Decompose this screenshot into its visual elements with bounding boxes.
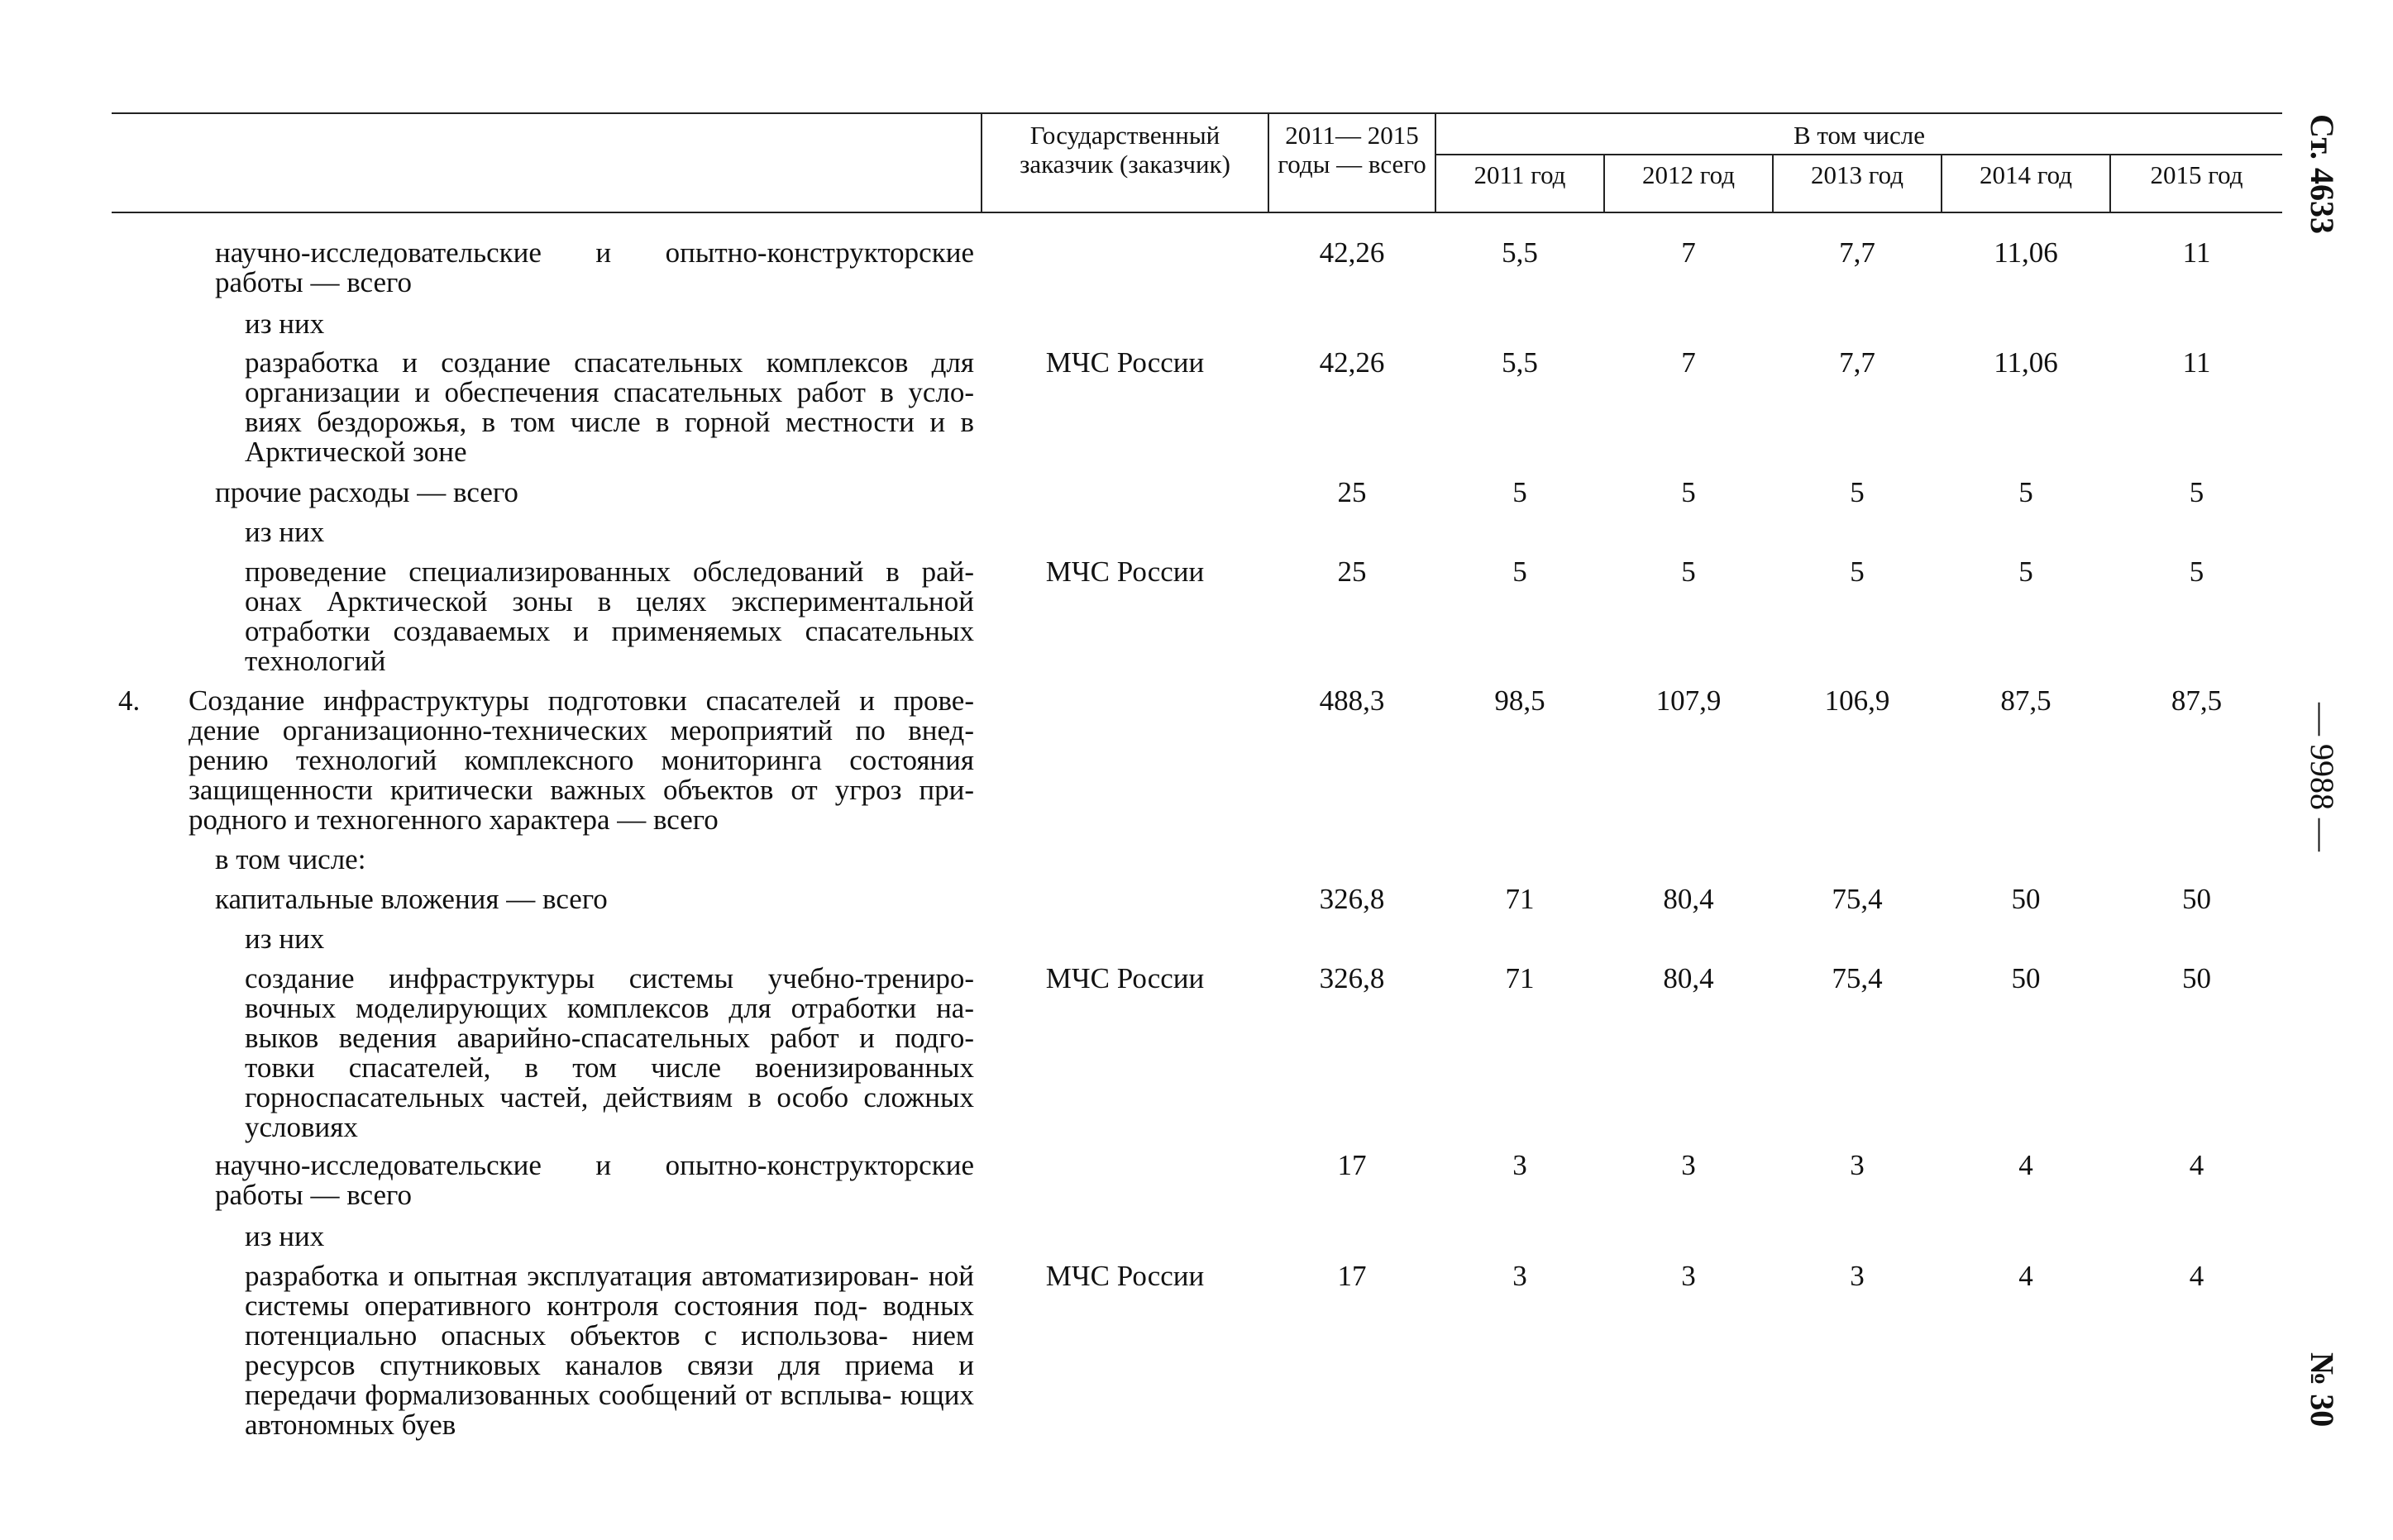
row-number: 4. <box>118 684 141 717</box>
row-total: 42,26 <box>1319 236 1385 269</box>
row-description: капитальные вложения — всего <box>215 883 608 915</box>
row-2012: 5 <box>1681 555 1696 588</box>
header-year-2013: 2013 год <box>1810 160 1904 189</box>
row-2012: 80,4 <box>1663 883 1714 915</box>
row-2013: 5 <box>1850 476 1865 508</box>
row-2013: 75,4 <box>1832 962 1883 994</box>
row-2011: 3 <box>1512 1149 1527 1181</box>
row-total: 326,8 <box>1319 962 1385 994</box>
header-customer: Государственный заказчик (заказчик) <box>1020 121 1230 179</box>
row-2014: 4 <box>2018 1260 2033 1292</box>
row-description: в том числе: <box>215 843 366 875</box>
row-2013: 5 <box>1850 555 1865 588</box>
row-customer: МЧС России <box>1045 346 1205 379</box>
subheader-rule <box>1436 154 2282 155</box>
row-description: создание инфраструктуры системы учебно-трениро- вочных моделирующих комплексов для отработки на- выков ведения аварийно-спасательных работ и подго- товки спасателей, в том числе военизированных горноспасательных частей, действиям в особо сложных условиях <box>245 962 974 1143</box>
header-year-2015: 2015 год <box>2150 160 2243 189</box>
row-2011: 5 <box>1512 476 1527 508</box>
row-2012: 7 <box>1681 346 1696 379</box>
row-2013: 7,7 <box>1839 346 1875 379</box>
row-2014: 4 <box>2018 1149 2033 1181</box>
row-2011: 5 <box>1512 555 1527 588</box>
row-2012: 107,9 <box>1655 684 1722 717</box>
row-2012: 3 <box>1681 1260 1696 1292</box>
row-2015: 4 <box>2189 1260 2204 1292</box>
page-number: — 9988 — <box>2304 703 2341 851</box>
row-2015: 50 <box>2182 962 2211 994</box>
row-2014: 11,06 <box>1994 346 2058 379</box>
header-bottom-rule <box>112 212 2282 213</box>
header-year-2011: 2011 год <box>1474 160 1566 189</box>
row-description: из них <box>245 923 325 955</box>
row-description: Создание инфраструктуры подготовки спасателей и прове- дение организационно-технических мероприятий по внед- рению технологий комплексного мониторинга состояния защищенности критически важных объектов от угроз при- родного и техногенного характера — всего <box>189 684 974 836</box>
row-description: проведение специализированных обследований в рай- онах Арктической зоны в целях экспериментальной отработки создаваемых и применяемых спасательных технологий <box>245 555 974 677</box>
row-description: разработка и создание спасательных комплексов для организации и обеспечения спасательных работ в усло- виях бездорожья, в том числе в горной местности и в Арктической зоне <box>245 346 974 468</box>
row-2014: 5 <box>2018 476 2033 508</box>
row-2013: 75,4 <box>1832 883 1883 915</box>
row-total: 488,3 <box>1319 684 1385 717</box>
row-2011: 5,5 <box>1502 346 1538 379</box>
header-year-2014: 2014 год <box>1979 160 2073 189</box>
row-2015: 11 <box>2182 236 2211 269</box>
row-description: из них <box>245 308 325 340</box>
row-2015: 4 <box>2189 1149 2204 1181</box>
row-customer: МЧС России <box>1045 962 1205 994</box>
row-total: 17 <box>1337 1260 1367 1292</box>
row-2013: 7,7 <box>1839 236 1875 269</box>
page-reference: Ст. 4633 <box>2304 114 2341 234</box>
row-2014: 50 <box>2011 962 2041 994</box>
row-2013: 106,9 <box>1824 684 1890 717</box>
row-2014: 50 <box>2011 883 2041 915</box>
row-2012: 5 <box>1681 476 1696 508</box>
row-total: 25 <box>1337 555 1367 588</box>
col-divider-total <box>1268 112 1269 212</box>
header-year-2012: 2012 год <box>1641 160 1736 189</box>
row-total: 17 <box>1337 1149 1367 1181</box>
row-2011: 5,5 <box>1502 236 1538 269</box>
row-2014: 5 <box>2018 555 2033 588</box>
row-2012: 3 <box>1681 1149 1696 1181</box>
row-2014: 11,06 <box>1994 236 2058 269</box>
row-2011: 71 <box>1505 883 1535 915</box>
row-2013: 3 <box>1850 1149 1865 1181</box>
row-customer: МЧС России <box>1045 555 1205 588</box>
row-2011: 98,5 <box>1494 684 1545 717</box>
row-2012: 7 <box>1681 236 1696 269</box>
row-customer: МЧС России <box>1045 1260 1205 1292</box>
row-total: 326,8 <box>1319 883 1385 915</box>
row-2013: 3 <box>1850 1260 1865 1292</box>
row-2015: 87,5 <box>2171 684 2223 717</box>
row-2011: 71 <box>1505 962 1535 994</box>
row-2011: 3 <box>1512 1260 1527 1292</box>
row-2014: 87,5 <box>2000 684 2051 717</box>
row-total: 25 <box>1337 476 1367 508</box>
row-2015: 50 <box>2182 883 2211 915</box>
row-2015: 5 <box>2189 555 2204 588</box>
row-2015: 11 <box>2182 346 2211 379</box>
header-total: 2011— 2015 годы — всего <box>1278 121 1426 179</box>
row-2015: 5 <box>2189 476 2204 508</box>
row-description: прочие расходы — всего <box>215 476 518 508</box>
row-description: из них <box>245 516 325 548</box>
row-description: научно-исследовательские и опытно-конструкторские работы — всего <box>215 1149 974 1211</box>
row-description: разработка и опытная эксплуатация автоматизирован- ной системы оперативного контроля состояния под- водных потенциально опасных объектов с использова- нием ресурсов спутниковых каналов связи для приема и передачи формализованных сообщений от всплыва- ющих автономных буев <box>245 1260 974 1441</box>
row-2012: 80,4 <box>1663 962 1714 994</box>
row-description: научно-исследовательские и опытно-конструкторские работы — всего <box>215 236 974 298</box>
table-top-rule <box>112 112 2282 114</box>
issue-number: № 30 <box>2304 1352 2341 1428</box>
row-description: из них <box>245 1220 325 1252</box>
row-total: 42,26 <box>1319 346 1385 379</box>
header-including: В том числе <box>1793 121 1925 150</box>
